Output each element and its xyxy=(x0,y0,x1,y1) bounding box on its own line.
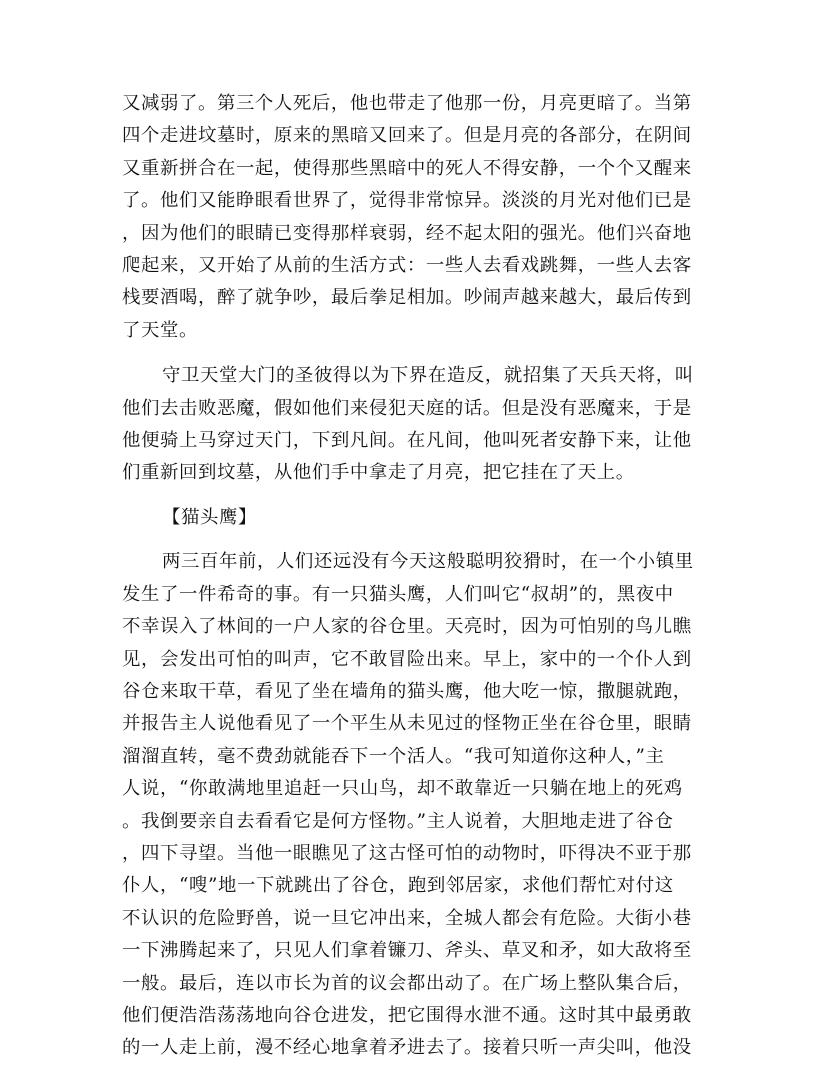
paragraph-2 xyxy=(122,360,694,490)
text-line: 见，会发出可怕的叫声，它不敢冒险出来。早上，家中的一个仆人到 xyxy=(122,648,692,670)
text-line: 仆人，“嗖”地一下就跳出了谷仓，跑到邻居家，求他们帮忙对付这 xyxy=(122,875,674,897)
text-line: 又重新拼合在一起，使得那些黑暗中的死人不得安静，一个个又醒来 xyxy=(122,157,692,179)
text-line: 两三百年前，人们还远没有今天这般聪明狡猾时，在一个小镇里 xyxy=(162,551,694,573)
text-line: 溜溜直转，毫不费劲就能吞下一个活人。“我可知道你这种人，”主 xyxy=(122,745,665,767)
document-page xyxy=(122,88,694,1065)
text-line: 他们便浩浩荡荡地向谷仓进发，把它围得水泄不通。这时其中最勇敢 xyxy=(122,1004,692,1026)
text-line: 爬起来，又开始了从前的生活方式：一些人去看戏跳舞，一些人去客 xyxy=(122,255,692,277)
text-line: 一下沸腾起来了，只见人们拿着镰刀、斧头、草叉和矛，如大敌将至 xyxy=(122,940,692,962)
text-line: 他便骑上马穿过天门，下到凡间。在凡间，他叫死者安静下来，让他 xyxy=(122,430,692,452)
text-line: 又减弱了。第三个人死后，他也带走了他那一份，月亮更暗了。当第 xyxy=(122,93,692,114)
text-line: 发生了一件希奇的事。有一只猫头鹰，人们叫它“叔胡”的，黑夜中 xyxy=(122,583,674,605)
text-line: 。我倒要亲自去看看它是何方怪物。”主人说着，大胆地走进了谷仓 xyxy=(122,810,674,832)
text-line: 了天堂。 xyxy=(122,319,198,341)
section-title: 【猫头鹰】 xyxy=(162,506,257,528)
paragraph-3 xyxy=(122,546,694,1065)
text-line: ，因为他们的眼睛已变得那样衰弱，经不起太阳的强光。他们兴奋地 xyxy=(122,222,692,244)
text-line: 并报告主人说他看见了一个平生从未见过的怪物正坐在谷仓里，眼睛 xyxy=(122,713,692,735)
text-line: 了。他们又能睁眼看世界了，觉得非常惊异。淡淡的月光对他们已是 xyxy=(122,190,692,212)
text-line: 们重新回到坟墓，从他们手中拿走了月亮，把它挂在了天上。 xyxy=(122,462,635,484)
text-line: 的一人走上前，漫不经心地拿着矛进去了。接着只听一声尖叫，他没 xyxy=(122,1037,692,1059)
text-line: 守卫天堂大门的圣彼得以为下界在造反，就招集了天兵天将，叫 xyxy=(162,365,694,387)
text-line: 人说，“你敢满地里追赶一只山鸟，却不敢靠近一只躺在地上的死鸡 xyxy=(122,778,683,800)
text-line: 谷仓来取干草，看见了坐在墙角的猫头鹰，他大吃一惊，撒腿就跑， xyxy=(122,680,692,702)
text-line: 一般。最后，连以市长为首的议会都出动了。在广场上整队集合后， xyxy=(122,972,692,994)
text-line: 他们去击败恶魔，假如他们来侵犯天庭的话。但是没有恶魔来，于是 xyxy=(122,397,692,419)
text-line: 四个走进坟墓时，原来的黑暗又回来了。但是月亮的各部分，在阴间 xyxy=(122,125,692,147)
text-line: ，四下寻望。当他一眼瞧见了这古怪可怕的动物时，吓得决不亚于那 xyxy=(122,842,692,864)
text-line: 不认识的危险野兽，说一旦它冲出来，全城人都会有危险。大街小巷 xyxy=(122,907,692,929)
text-line: 不幸误入了林间的一户人家的谷仓里。天亮时，因为可怕别的鸟儿瞧 xyxy=(122,616,692,638)
paragraph-1 xyxy=(122,88,694,347)
text-line: 栈要酒喝，醉了就争吵，最后拳足相加。吵闹声越来越大，最后传到 xyxy=(122,287,692,309)
